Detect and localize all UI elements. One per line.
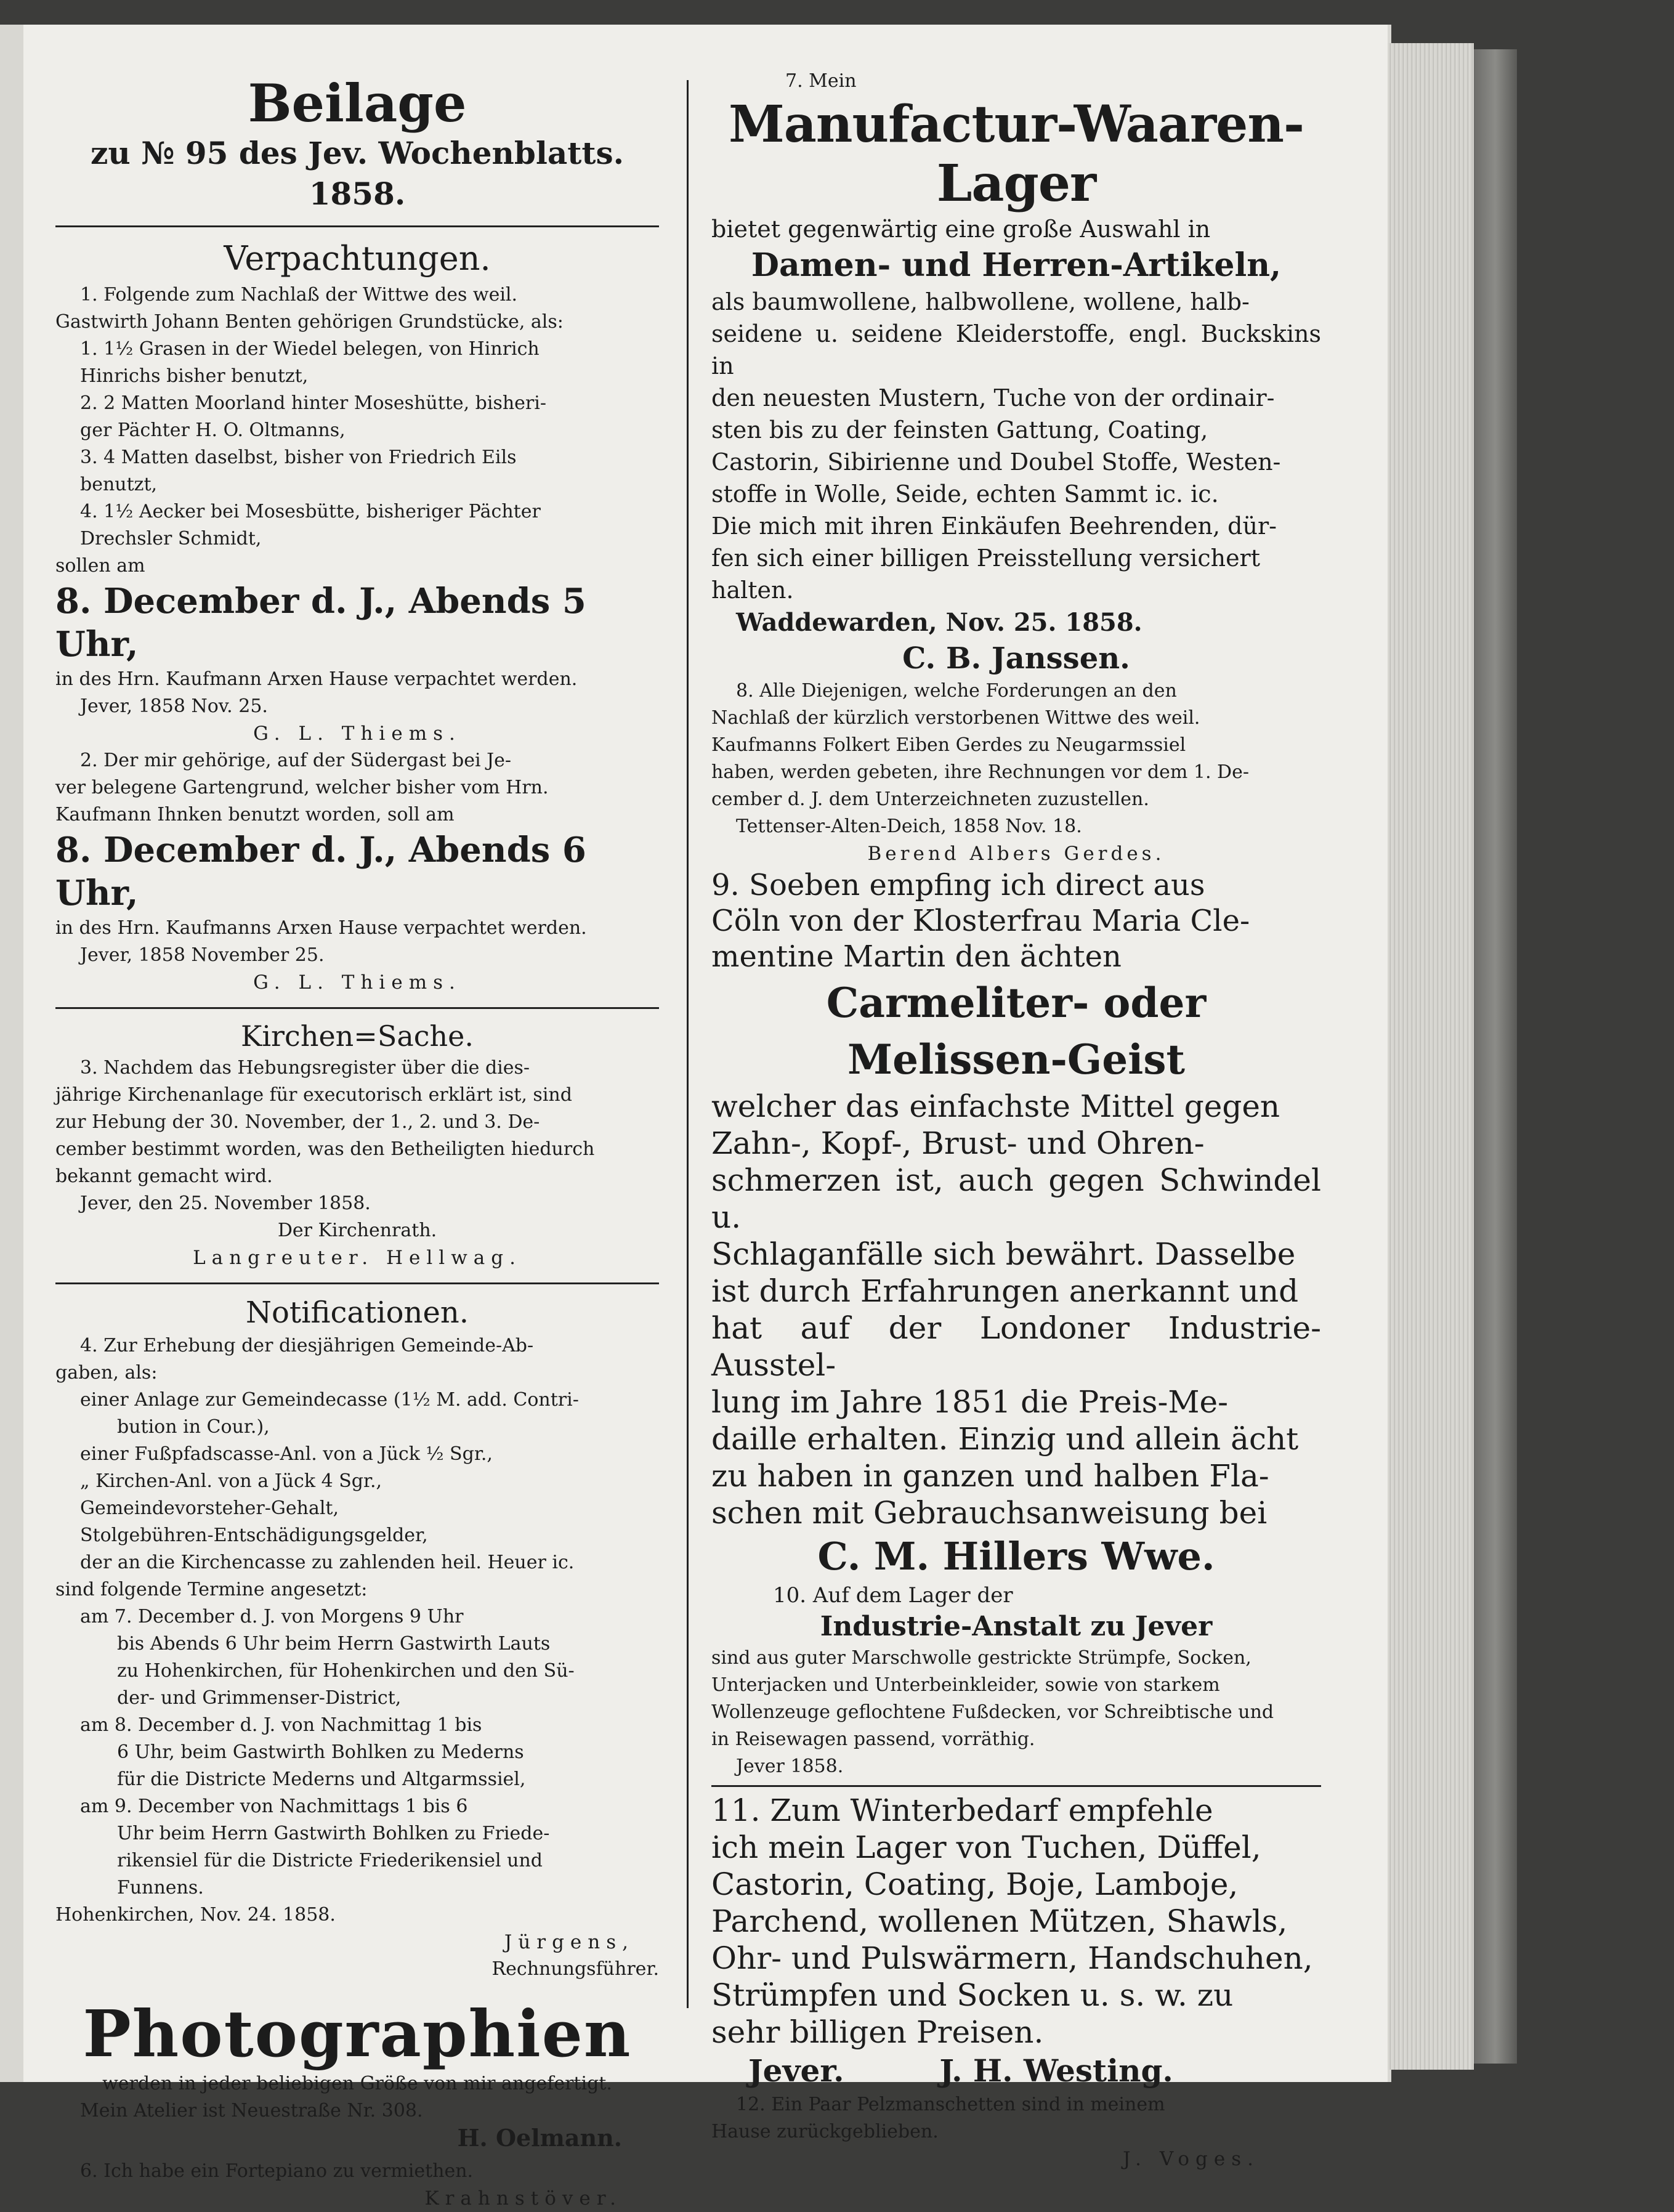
signature: H. Oelmann.: [457, 2124, 622, 2152]
text-line: Die mich mit ihren Einkäufen Beehrenden, dür-: [711, 512, 1277, 540]
text-line: am 8. December d. J. von Nachmittag 1 bis: [80, 1714, 482, 1736]
signature: G. L. Thiems.: [253, 971, 461, 994]
text-line: 10. Auf dem Lager der: [773, 1583, 1013, 1608]
text-line: 4. 1½ Aecker bei Mosesbütte, bisheriger Pächter: [80, 501, 541, 522]
text-line: cember bestimmt worden, was den Betheiligten hiedurch: [55, 1138, 595, 1160]
text-line: rikensiel für die Districte Friederikensiel und: [117, 1850, 543, 1871]
text-line: welcher das einfachste Mittel gegen: [711, 1088, 1280, 1124]
page-title: Beilage: [248, 73, 467, 134]
signature: C. B. Janssen.: [902, 641, 1130, 676]
divider: [55, 225, 659, 227]
text-line: seidene u. seidene Kleiderstoffe, engl. Buckskins in: [711, 320, 1321, 379]
divider: [55, 1282, 659, 1284]
section-fortepiano: [55, 2158, 659, 2212]
book-gutter: [0, 25, 23, 2082]
section-photographien: [55, 1998, 659, 2152]
signature: C. M. Hillers Wwe.: [817, 1534, 1215, 1579]
section-notificationen: [55, 1293, 659, 1983]
ad-title: Carmeliter- oder Melissen-Geist: [826, 979, 1207, 1084]
text-line: fen sich einer billigen Preisstellung versichert: [711, 545, 1260, 572]
text-line: cember d. J. dem Unterzeichneten zuzustellen.: [711, 788, 1149, 810]
column-divider: [687, 80, 689, 2008]
ad-winterbedarf: [711, 1792, 1321, 2091]
date-line: 8. December d. J., Abends 5 Uhr,: [55, 581, 586, 665]
text-line: Kaufmann Ihnken benutzt worden, soll am: [55, 804, 455, 825]
text-line: Mein Atelier ist Neuestraße Nr. 308.: [80, 2100, 423, 2121]
text-line: schen mit Gebrauchsanweisung bei: [711, 1495, 1268, 1531]
text-line: schmerzen ist, auch gegen Schwindel u.: [711, 1162, 1321, 1235]
organization: Der Kirchenrath.: [277, 1220, 437, 1241]
signature-place: Jever.: [748, 2052, 844, 2089]
text-line: Parchend, wollenen Mützen, Shawls,: [711, 1903, 1288, 1939]
section-kirchen-sache: [55, 1018, 659, 1271]
text-line: lung im Jahre 1851 die Preis-Me-: [711, 1384, 1229, 1420]
text-line: hat auf der Londoner Industrie-Ausstel-: [711, 1310, 1321, 1383]
text-line: 8. Alle Diejenigen, welche Forderungen an den: [736, 680, 1177, 702]
ad-subtitle: Damen- und Herren-Artikeln,: [751, 246, 1282, 284]
text-line: einer Fußpfadscasse-Anl. von a Jück ½ Sgr.,: [80, 1443, 493, 1465]
text-line: Nachlaß der kürzlich verstorbenen Wittwe des weil.: [711, 707, 1200, 729]
text-line: ger Pächter H. O. Oltmanns,: [80, 419, 346, 441]
ad-pelzmanschetten: [711, 2091, 1321, 2173]
text-line: Funnens.: [117, 1877, 204, 1898]
text-line: Hause zurückgeblieben.: [711, 2121, 939, 2142]
text-line: mentine Martin den ächten: [711, 939, 1122, 974]
text-line: 4. Zur Erhebung der diesjährigen Gemeinde-Ab-: [80, 1335, 534, 1356]
signature: Berend Albers Gerdes.: [867, 843, 1165, 865]
text-line: 3. Nachdem das Hebungsregister über die dies-: [80, 1057, 530, 1079]
text-line: am 9. December von Nachmittags 1 bis 6: [80, 1796, 468, 1817]
text-line: sind folgende Termine angesetzt:: [55, 1579, 368, 1600]
text-line: in Reisewagen passend, vorräthig.: [711, 1728, 1035, 1750]
ad-title: Manufactur-Waaren-Lager: [729, 95, 1304, 213]
ad-subtitle: Industrie-Anstalt zu Jever: [820, 1611, 1213, 1642]
text-line: bekannt gemacht wird.: [55, 1165, 273, 1187]
text-line: Gemeindevorsteher-Gehalt,: [80, 1497, 339, 1519]
text-line: 6. Ich habe ein Fortepiano zu vermiethen.: [80, 2160, 474, 2182]
text-line: 3. 4 Matten daselbst, bisher von Friedrich Eils: [80, 447, 517, 468]
text-line: sten bis zu der feinsten Gattung, Coating,: [711, 416, 1208, 444]
text-line: Drechsler Schmidt,: [80, 528, 262, 549]
text-line: bis Abends 6 Uhr beim Herrn Gastwirth Lauts: [117, 1633, 551, 1655]
ad-gerdes: [711, 678, 1321, 867]
divider: [55, 1007, 659, 1009]
text-line: Gastwirth Johann Benten gehörigen Grundstücke, als:: [55, 311, 564, 333]
text-line: Schlaganfälle sich bewährt. Dasselbe: [711, 1236, 1296, 1272]
signature: Langreuter. Hellwag.: [193, 1247, 522, 1269]
text-line: Jever, 1858 November 25.: [80, 944, 325, 966]
ad-title: Photographien: [83, 1996, 632, 2072]
text-line: stoffe in Wolle, Seide, echten Sammt ic. ic.: [711, 480, 1219, 508]
text-line: zur Hebung der 30. November, der 1., 2. und 3. De-: [55, 1111, 540, 1133]
text-line: ich mein Lager von Tuchen, Düffel,: [711, 1829, 1261, 1865]
signature: J. H. Westing.: [939, 2052, 1173, 2089]
text-line: 1. 1½ Grasen in der Wiedel belegen, von Hinrich: [80, 338, 540, 360]
text-line: als baumwollene, halbwollene, wollene, halb-: [711, 288, 1250, 315]
text-line: Hinrichs bisher benutzt,: [80, 365, 309, 387]
right-column: [711, 68, 1321, 2173]
text-line: halten.: [711, 577, 794, 604]
text-line: 11. Zum Winterbedarf empfehle: [711, 1793, 1213, 1828]
text-line: 12. Ein Paar Pelzmanschetten sind in meinem: [736, 2094, 1165, 2115]
ad-manufactur: [711, 68, 1321, 678]
text-line: haben, werden gebeten, ihre Rechnungen vor dem 1. De-: [711, 761, 1249, 783]
book-spine: [1474, 49, 1517, 2064]
text-line: zu Hohenkirchen, für Hohenkirchen und den Sü-: [117, 1660, 575, 1682]
place-date: Tettenser-Alten-Deich, 1858 Nov. 18.: [736, 816, 1082, 837]
signature: Jürgens,: [504, 1931, 634, 1953]
text-line: der an die Kirchencasse zu zahlenden heil. Heuer ic.: [80, 1552, 575, 1573]
text-line: einer Anlage zur Gemeindecasse (1½ M. add. Contri-: [80, 1389, 579, 1411]
text-line: Kaufmanns Folkert Eiben Gerdes zu Neugarmssiel: [711, 734, 1186, 756]
section-heading: Kirchen=Sache.: [240, 1019, 474, 1053]
text-line: Cöln von der Klosterfrau Maria Cle-: [711, 904, 1250, 938]
text-line: 2. 2 Matten Moorland hinter Moseshütte, bisheri-: [80, 392, 547, 414]
text-line: 6 Uhr, beim Gastwirth Bohlken zu Mederns: [117, 1741, 524, 1763]
text-line: sehr billigen Preisen.: [711, 2014, 1044, 2050]
text-line: Stolgebühren-Entschädigungsgelder,: [80, 1525, 428, 1546]
text-line: benutzt,: [80, 474, 158, 495]
text-line: gaben, als:: [55, 1362, 158, 1384]
text-line: der- und Grimmenser-District,: [117, 1687, 402, 1709]
ad-industrie-anstalt: [711, 1582, 1321, 1780]
text-line: Uhr beim Herrn Gastwirth Bohlken zu Friede-: [117, 1823, 550, 1844]
text-line: Zahn-, Kopf-, Brust- und Ohren-: [711, 1125, 1205, 1161]
text-line: den neuesten Mustern, Tuche von der ordinair-: [711, 384, 1275, 411]
text-line: für die Districte Mederns und Altgarmssiel,: [117, 1768, 526, 1790]
text-line: Castorin, Coating, Boje, Lamboje,: [711, 1866, 1239, 1902]
signature: Krahnstöver.: [424, 2187, 622, 2210]
text-line: bietet gegenwärtig eine große Auswahl in: [711, 216, 1211, 243]
page-subtitle: zu № 95 des Jev. Wochenblatts. 1858.: [90, 135, 624, 212]
text-line: sollen am: [55, 555, 145, 577]
signature-role: Rechnungsführer.: [491, 1958, 659, 1980]
text-line: zu haben in ganzen und halben Fla-: [711, 1458, 1269, 1494]
text-line: Ohr- und Pulswärmern, Handschuhen,: [711, 1940, 1313, 1976]
text-line: ist durch Erfahrungen anerkannt und: [711, 1273, 1299, 1309]
section-verpachtungen: [55, 236, 659, 996]
divider: [711, 1785, 1321, 1787]
text-line: 2. Der mir gehörige, auf der Südergast bei Je-: [80, 750, 512, 771]
signature: G. L. Thiems.: [253, 723, 461, 745]
text-line: Strümpfen und Socken u. s. w. zu: [711, 1977, 1234, 2013]
left-column: [55, 68, 659, 2212]
text-line: 1. Folgende zum Nachlaß der Wittwe des weil.: [80, 284, 518, 306]
page-edges: [1388, 43, 1474, 2070]
text-line: Jever, 1858 Nov. 25.: [80, 695, 268, 717]
text-line: werden in jeder beliebigen Größe von mir angefertigt.: [102, 2073, 612, 2094]
section-heading: Verpachtungen.: [224, 239, 491, 278]
section-heading: Notificationen.: [245, 1295, 469, 1330]
text-line: ver belegene Gartengrund, welcher bisher vom Hrn.: [55, 777, 549, 798]
place-date: Jever 1858.: [736, 1756, 844, 1777]
date-line: 8. December d. J., Abends 6 Uhr,: [55, 830, 586, 914]
text-line: in des Hrn. Kaufmann Arxen Hause verpachtet werden.: [55, 668, 578, 690]
text-line: 9. Soeben empfing ich direct aus: [711, 868, 1205, 902]
text-line: jährige Kirchenanlage für executorisch erklärt ist, sind: [55, 1084, 572, 1106]
ad-number: 7. Mein: [785, 70, 857, 92]
text-line: Castorin, Sibirienne und Doubel Stoffe, Westen-: [711, 448, 1281, 476]
place-date: Waddewarden, Nov. 25. 1858.: [736, 608, 1142, 637]
signature-line: [711, 2051, 1321, 2091]
signature: J. Voges.: [1123, 2148, 1260, 2170]
text-line: „ Kirchen-Anl. von a Jück 4 Sgr.,: [80, 1470, 382, 1492]
text-line: Wollenzeuge geflochtene Fußdecken, vor Schreibtische und: [711, 1701, 1274, 1723]
text-line: bution in Cour.),: [117, 1416, 270, 1438]
text-line: Unterjacken und Unterbeinkleider, sowie von starkem: [711, 1674, 1220, 1696]
place-date: Hohenkirchen, Nov. 24. 1858.: [55, 1904, 336, 1926]
text-line: daille erhalten. Einzig und allein ächt: [711, 1421, 1299, 1457]
text-line: in des Hrn. Kaufmanns Arxen Hause verpachtet werden.: [55, 917, 587, 939]
text-line: sind aus guter Marschwolle gestrickte Strümpfe, Socken,: [711, 1647, 1251, 1669]
text-line: am 7. December d. J. von Morgens 9 Uhr: [80, 1606, 464, 1627]
place-date: Jever, den 25. November 1858.: [80, 1193, 371, 1214]
ad-melissengeist: [711, 867, 1321, 1582]
